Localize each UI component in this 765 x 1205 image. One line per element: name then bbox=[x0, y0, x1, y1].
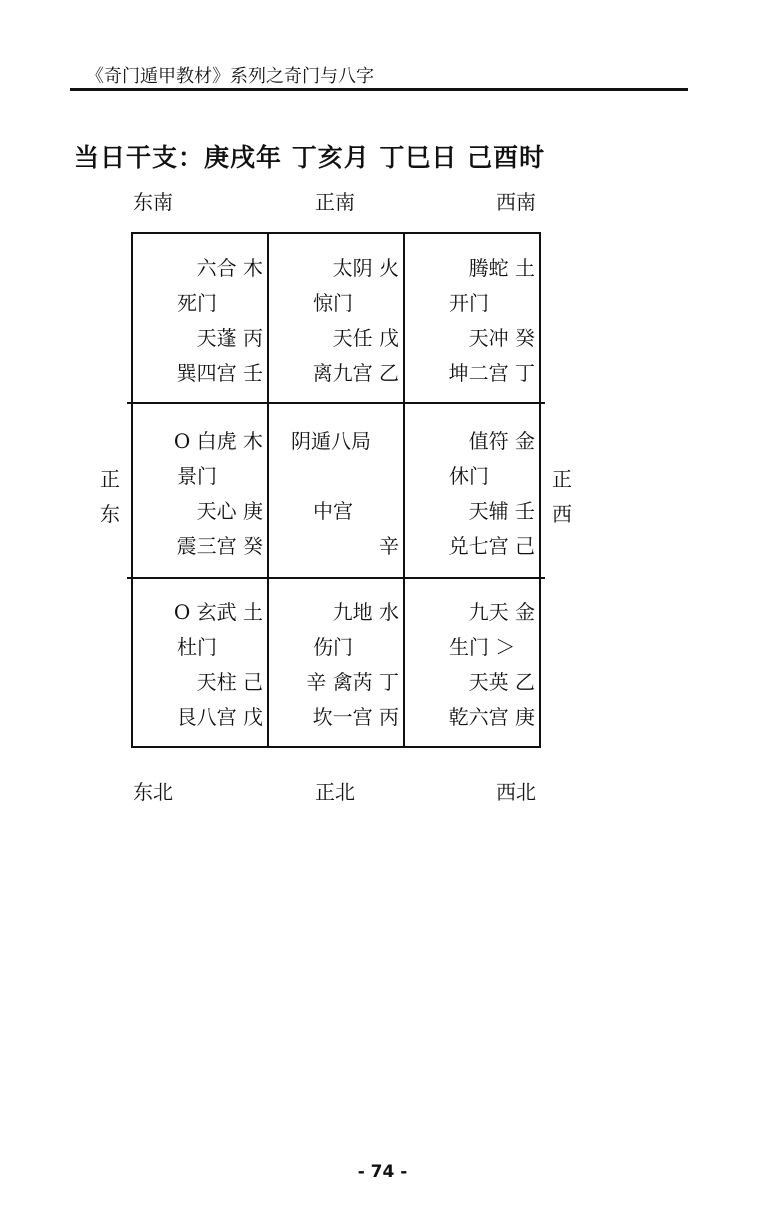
grid-line-inner-2 bbox=[403, 232, 405, 748]
palace-row: 天心 庚 bbox=[196, 499, 263, 523]
palace-row: 太阴 火 bbox=[332, 256, 399, 280]
dir-south: 正南 bbox=[315, 190, 355, 214]
palace-row: 惊门 bbox=[313, 291, 353, 315]
palace-row: O 白虎 木 bbox=[173, 429, 263, 453]
ganzhi-subtitle: 当日干支：庚戌年 丁亥月 丁巳日 己酉时 bbox=[74, 143, 546, 172]
grid-tick bbox=[537, 577, 545, 579]
page-number: - 74 - bbox=[357, 1162, 408, 1182]
header-title: 《奇门遁甲教材》系列之奇门与八字 bbox=[86, 66, 374, 87]
dir-southeast: 东南 bbox=[133, 190, 173, 214]
palace-row: 离九宫 乙 bbox=[312, 361, 399, 385]
palace-row: 开门 bbox=[449, 291, 489, 315]
grid-tick bbox=[127, 577, 135, 579]
palace-row: 坎一宫 丙 bbox=[312, 705, 399, 729]
dir-southwest: 西南 bbox=[496, 190, 536, 214]
grid-line-left bbox=[131, 232, 133, 748]
grid-line-upper bbox=[131, 402, 541, 404]
grid-line-lower bbox=[131, 577, 541, 579]
palace-row: 中宫 bbox=[313, 499, 353, 523]
grid-line-inner-1 bbox=[267, 232, 269, 748]
palace-row: 景门 bbox=[177, 464, 217, 488]
grid-line-right bbox=[539, 232, 541, 748]
palace-row: 艮八宫 戊 bbox=[176, 705, 263, 729]
palace-row: 震三宫 癸 bbox=[176, 534, 263, 558]
palace-row: 天英 乙 bbox=[468, 670, 535, 694]
palace-row: 九地 水 bbox=[332, 600, 399, 624]
palace-row: O 玄武 土 bbox=[173, 600, 263, 624]
palace-row bbox=[273, 461, 403, 491]
dir-east-bottom: 东 bbox=[100, 502, 120, 526]
palace-row: 天任 戊 bbox=[332, 326, 399, 350]
dir-west-bottom: 西 bbox=[552, 502, 572, 526]
dir-east-top: 正 bbox=[100, 467, 120, 491]
palace-row: 伤门 bbox=[313, 635, 353, 659]
palace-row: 坤二宫 丁 bbox=[448, 361, 535, 385]
palace-row: 阴遁八局 bbox=[291, 429, 371, 453]
grid-line-bottom bbox=[131, 746, 541, 748]
palace-row: 休门 bbox=[449, 464, 489, 488]
palace-row: 巽四宫 壬 bbox=[176, 361, 263, 385]
palace-row: 天蓬 丙 bbox=[196, 326, 263, 350]
palace-row: 兑七宫 己 bbox=[448, 534, 535, 558]
dir-northeast: 东北 bbox=[133, 780, 173, 804]
dir-north: 正北 bbox=[315, 780, 355, 804]
palace-row: 值符 金 bbox=[468, 429, 535, 453]
palace-row: 天冲 癸 bbox=[468, 326, 535, 350]
grid-line-top bbox=[131, 232, 541, 234]
palace-row: 九天 金 bbox=[468, 600, 535, 624]
palace-row: 腾蛇 土 bbox=[468, 256, 535, 280]
grid-tick bbox=[127, 402, 135, 404]
palace-row: 杜门 bbox=[177, 635, 217, 659]
palace-row: 乾六宫 庚 bbox=[448, 705, 535, 729]
palace-row: 天柱 己 bbox=[196, 670, 263, 694]
palace-row: 生门 ＞ bbox=[449, 635, 516, 659]
palace-row: 死门 bbox=[177, 291, 217, 315]
dir-west-top: 正 bbox=[552, 467, 572, 491]
palace-row: 辛 bbox=[379, 534, 399, 558]
palace-row: 天辅 壬 bbox=[468, 499, 535, 523]
palace-row: 六合 木 bbox=[196, 256, 263, 280]
palace-row: 辛 禽芮 丁 bbox=[306, 670, 399, 694]
dir-northwest: 西北 bbox=[496, 780, 536, 804]
header-rule bbox=[70, 88, 688, 91]
grid-tick bbox=[537, 402, 545, 404]
